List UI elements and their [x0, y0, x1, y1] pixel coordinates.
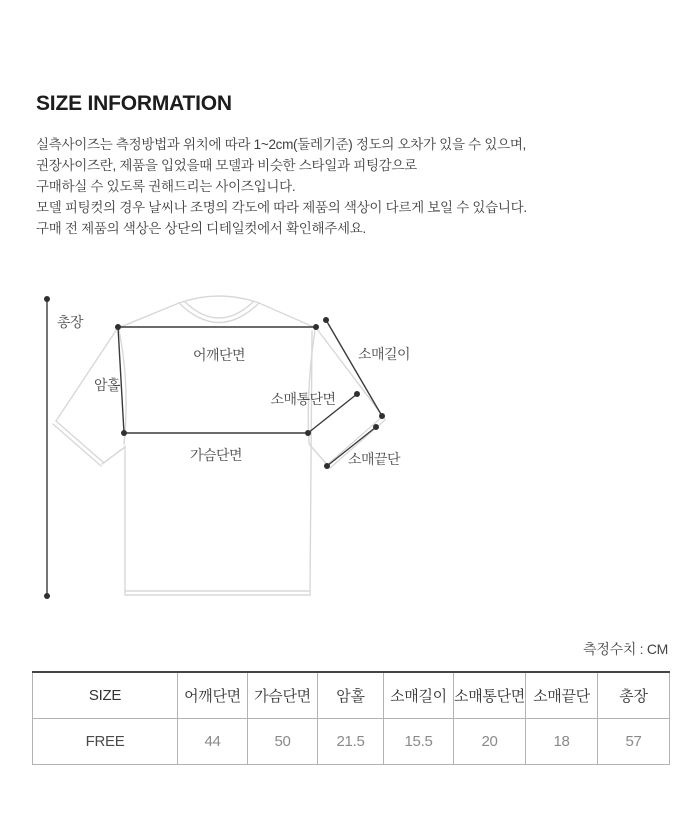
dot	[305, 430, 311, 436]
dot	[115, 324, 121, 330]
dot	[354, 391, 360, 397]
size-table	[32, 671, 670, 765]
dot	[313, 324, 319, 330]
dot	[44, 296, 50, 302]
col-header-armhole: 암홀	[318, 672, 384, 719]
cell-sleeve-hem: 18	[526, 719, 598, 765]
col-header-sleeve-width: 소매통단면	[454, 672, 526, 719]
left-shoulder-edge	[118, 303, 179, 328]
cell-shoulder: 44	[178, 719, 248, 765]
collar-outer-edge	[179, 303, 259, 323]
size-guide-line: 권장사이즈란, 제품을 입었을때 모델과 비슷한 스타일과 피팅감으로	[36, 158, 417, 173]
tshirt-measurement-diagram	[30, 283, 440, 608]
sleeve-hem-label: 소매끝단	[347, 451, 401, 467]
size-guide-line: 실측사이즈는 측정방법과 위치에 따라 1~2cm(둘레기준) 정도의 오차가 있을 수 있으며,	[36, 137, 527, 152]
col-header-shoulder: 어깨단면	[178, 672, 248, 719]
total-length-label: 총장	[57, 314, 84, 330]
dot	[379, 413, 385, 419]
left-armhole-seam	[119, 330, 126, 444]
sleeve-length-label: 소매길이	[357, 346, 411, 362]
size-guide-line: 구매 전 제품의 색상은 상단의 디테일컷에서 확인해주세요.	[36, 221, 366, 236]
left-cuff-edge-inner	[53, 424, 101, 466]
page-title: SIZE INFORMATION	[36, 92, 232, 115]
right-shoulder-edge	[259, 303, 316, 328]
left-underarm-edge	[102, 447, 125, 464]
measurement-unit-note: 측정수치 : CM	[583, 641, 668, 657]
dot	[121, 430, 127, 436]
cell-sleeve-width: 20	[454, 719, 526, 765]
cell-sleeve-length: 15.5	[384, 719, 454, 765]
cell-armhole: 21.5	[318, 719, 384, 765]
tshirt-outline	[53, 296, 385, 595]
shoulder-label: 어깨단면	[192, 347, 246, 363]
size-guide-line: 모델 피팅컷의 경우 날씨나 조명의 각도에 따라 제품의 색상이 다르게 보일 수 있습니다.	[36, 200, 527, 215]
size-table-header-row	[33, 672, 670, 719]
collar-top-edge	[179, 296, 259, 303]
col-header-sleeve-hem: 소매끝단	[526, 672, 598, 719]
col-header-size: SIZE	[33, 672, 178, 719]
left-cuff-edge	[56, 421, 104, 463]
chest-label: 가슴단면	[189, 447, 243, 463]
left-sleeve-outer-edge	[56, 329, 117, 421]
size-table-row-free	[33, 719, 670, 765]
cell-size-name: FREE	[33, 719, 178, 765]
dot	[323, 317, 329, 323]
armhole-label: 암홀	[93, 377, 121, 393]
size-guide-text	[36, 134, 527, 239]
sleeve-width-label: 소매통단면	[270, 391, 336, 407]
cell-total-length: 57	[598, 719, 670, 765]
cell-chest: 50	[248, 719, 318, 765]
dot	[44, 593, 50, 599]
col-header-sleeve-length: 소매길이	[384, 672, 454, 719]
size-guide-line: 구매하실 수 있도록 권해드리는 사이즈입니다.	[36, 179, 296, 194]
dot	[373, 424, 379, 430]
col-header-chest: 가슴단면	[248, 672, 318, 719]
dot	[324, 463, 330, 469]
col-header-total-length: 총장	[598, 672, 670, 719]
